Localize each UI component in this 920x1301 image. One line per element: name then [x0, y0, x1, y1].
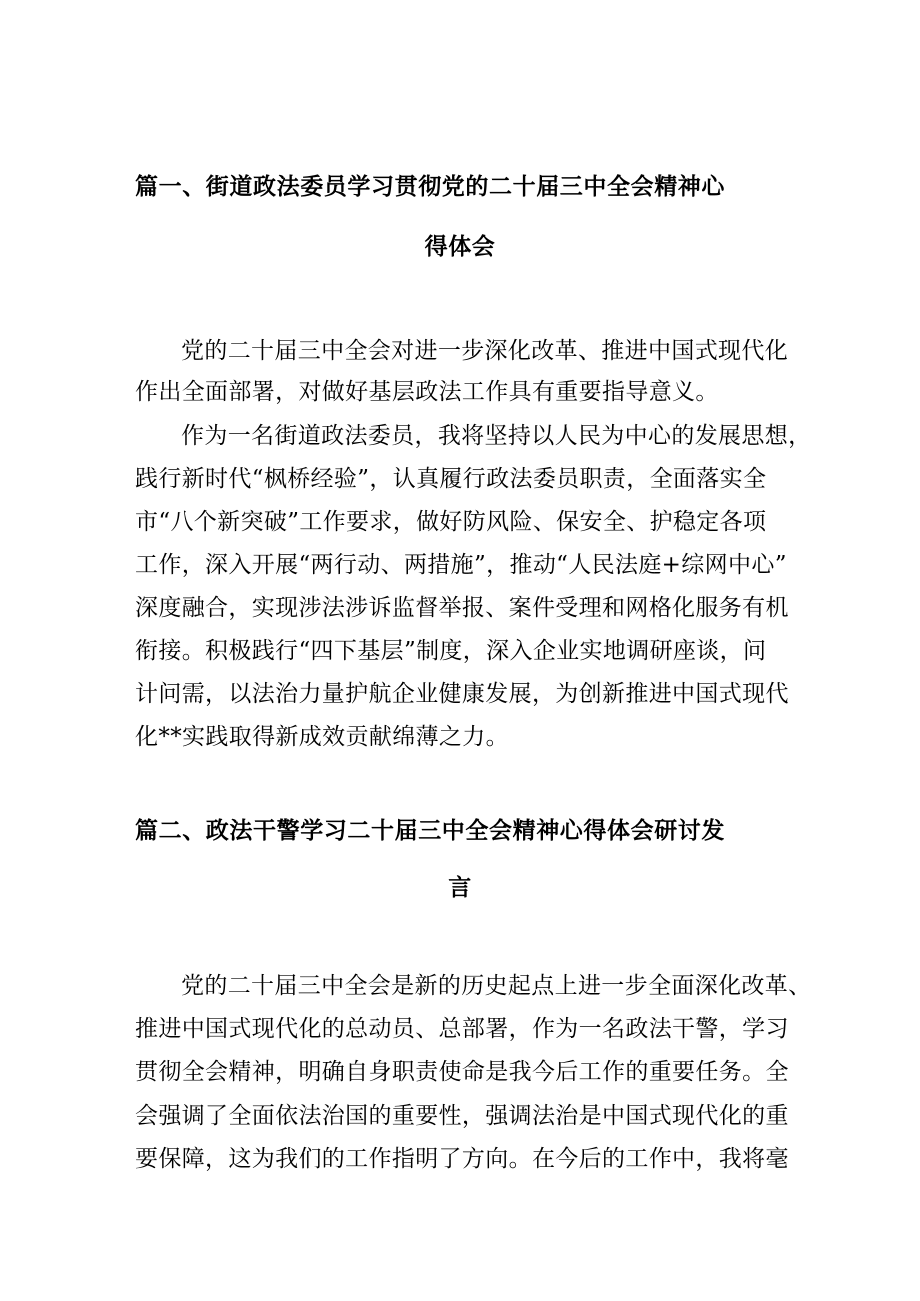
- section2-para1-line1: 党的二十届三中全会是新的历史起点上进一步全面深化改革、: [181, 973, 812, 999]
- section2-title-line1: 篇二、政法干警学习二十届三中全会精神心得体会研讨发: [135, 818, 725, 844]
- section2-para1-line2: 推进中国式现代化的总动员、总部署，作为一名政法干警，学习: [135, 1016, 789, 1042]
- section1-para2-line2: 践行新时代“枫桥经验”，认真履行政法委员职责，全面落实全: [135, 466, 767, 492]
- section2-para1-line4: 会强调了全面依法治国的重要性，强调法治是中国式现代化的重: [135, 1103, 789, 1129]
- section1-para2-line4: 工作，深入开展“两行动、两措施”，推动“人民法庭+综网中心”: [135, 552, 787, 578]
- section1-para2-line1: 作为一名街道政法委员，我将坚持以人民为中心的发展思想，: [181, 423, 812, 449]
- section1-para1-line2: 作出全面部署，对做好基层政法工作具有重要指导意义。: [135, 379, 719, 405]
- section2-para1-line3: 贯彻全会精神，明确自身职责使命是我今后工作的重要任务。全: [135, 1059, 789, 1085]
- section2-title-line2: 言: [448, 875, 472, 901]
- section1-para2-line3: 市“八个新突破”工作要求，做好防风险、保安全、护稳定各项: [135, 509, 767, 535]
- section2-para1-line5: 要保障，这为我们的工作指明了方向。在今后的工作中，我将毫: [135, 1146, 789, 1172]
- section1-para2-line6: 衔接。积极践行“四下基层”制度，深入企业实地调研座谈，问: [135, 638, 767, 664]
- section1-para2-line7: 计问需，以法治力量护航企业健康发展，为创新推进中国式现代: [135, 681, 789, 707]
- section1-para1-line1: 党的二十届三中全会对进一步深化改革、推进中国式现代化: [181, 338, 789, 364]
- section1-title-line1: 篇一、街道政法委员学习贯彻党的二十届三中全会精神心: [135, 174, 725, 200]
- section1-para2-line8: 化**实践取得新成效贡献绵薄之力。: [135, 724, 509, 750]
- section1-title-line2: 得体会: [424, 234, 496, 260]
- section1-para2-line5: 深度融合，实现涉法涉诉监督举报、案件受理和网格化服务有机: [135, 595, 789, 621]
